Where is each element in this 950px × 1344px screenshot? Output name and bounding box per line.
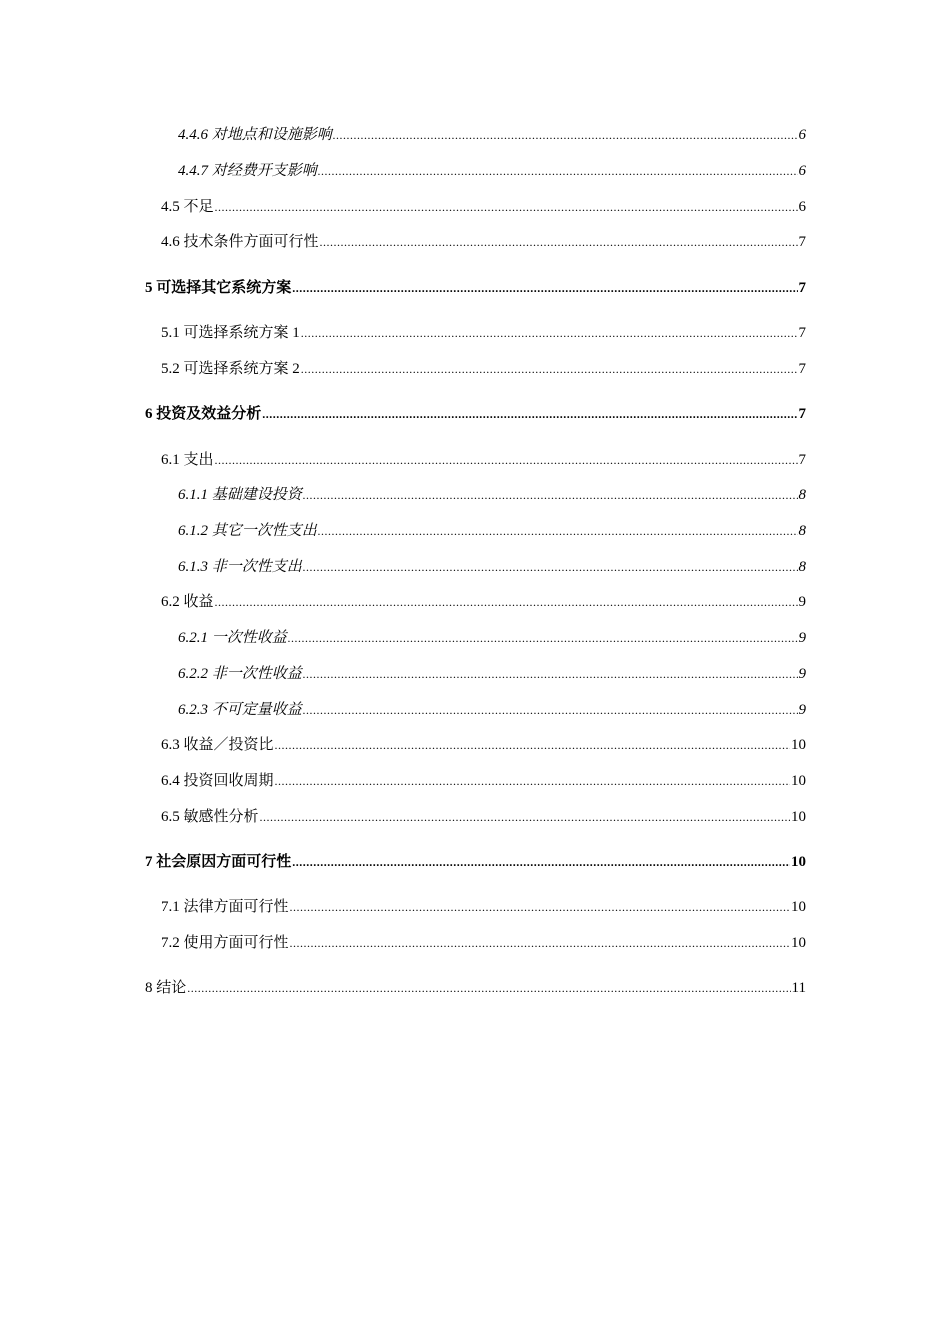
toc-dot-leader <box>290 932 790 954</box>
toc-dot-leader <box>303 484 798 506</box>
toc-entry-label: 4.6 技术条件方面可行性 <box>161 234 319 250</box>
toc-entry-4-4-7[interactable] <box>145 160 806 182</box>
toc-page-number: 10 <box>791 854 806 870</box>
toc-page-number: 8 <box>798 559 806 575</box>
toc-page-number: 7 <box>798 361 806 377</box>
toc-dot-leader <box>292 277 797 299</box>
toc-page-number: 10 <box>791 737 806 753</box>
toc-page-number: 8 <box>798 523 806 539</box>
toc-dot-leader <box>303 556 798 578</box>
toc-page-number: 6 <box>798 127 806 143</box>
toc-page-number: 10 <box>791 899 806 915</box>
toc-entry-label: 5.2 可选择系统方案 2 <box>161 361 300 377</box>
toc-entry-label: 7.2 使用方面可行性 <box>161 935 289 951</box>
toc-entry-6[interactable] <box>145 403 806 425</box>
toc-entry-6-1[interactable] <box>145 449 806 471</box>
toc-dot-leader <box>318 160 798 182</box>
toc-page-number: 7 <box>798 325 806 341</box>
toc-dot-leader <box>215 449 798 471</box>
toc-entry-label: 5.1 可选择系统方案 1 <box>161 325 300 341</box>
toc-entry-5[interactable] <box>145 277 806 299</box>
toc-entry-label: 5 可选择其它系统方案 <box>145 280 292 296</box>
toc-entry-6-1-2[interactable] <box>145 520 806 542</box>
toc-page-number: 6 <box>798 199 806 215</box>
toc-entry-label: 6.1 支出 <box>161 452 214 468</box>
toc-entry-6-2[interactable] <box>145 591 806 613</box>
toc-entry-6-5[interactable] <box>145 806 806 828</box>
toc-entry-label: 6.1.1 基础建设投资 <box>178 487 302 503</box>
toc-dot-leader <box>275 734 790 756</box>
toc-page-number: 9 <box>798 594 806 610</box>
toc-dot-leader <box>301 358 798 380</box>
toc-entry-4-6[interactable] <box>145 231 806 253</box>
toc-entry-7-1[interactable] <box>145 896 806 918</box>
toc-dot-leader <box>215 196 798 218</box>
toc-page-number: 11 <box>791 980 806 996</box>
toc-entry-5-2[interactable] <box>145 358 806 380</box>
toc-entry-label: 6 投资及效益分析 <box>145 406 262 422</box>
toc-page-number: 6 <box>798 163 806 179</box>
toc-dot-leader <box>187 977 790 999</box>
toc-entry-label: 6.1.2 其它一次性支出 <box>178 523 317 539</box>
toc-dot-leader <box>290 896 790 918</box>
toc-entry-label: 4.4.7 对经费开支影响 <box>178 163 317 179</box>
toc-page-number: 10 <box>791 773 806 789</box>
toc-dot-leader <box>303 699 798 721</box>
toc-entry-label: 6.2.1 一次性收益 <box>178 630 287 646</box>
toc-page-number: 7 <box>798 406 806 422</box>
toc-entry-6-2-1[interactable] <box>145 627 806 649</box>
toc-dot-leader <box>301 322 798 344</box>
toc-entry-label: 6.2.2 非一次性收益 <box>178 666 302 682</box>
toc-entry-label: 4.4.6 对地点和设施影响 <box>178 127 332 143</box>
toc-entry-6-3[interactable] <box>145 734 806 756</box>
toc-page-number: 8 <box>798 487 806 503</box>
toc-dot-leader <box>292 851 790 873</box>
toc-page-number: 9 <box>798 630 806 646</box>
toc-entry-4-5[interactable] <box>145 196 806 218</box>
toc-entry-8[interactable] <box>145 977 806 999</box>
toc-page-number: 7 <box>798 234 806 250</box>
toc-dot-leader <box>333 124 798 146</box>
toc-entry-5-1[interactable] <box>145 322 806 344</box>
toc-entry-6-4[interactable] <box>145 770 806 792</box>
toc-entry-label: 6.2 收益 <box>161 594 214 610</box>
toc-entry-6-1-1[interactable] <box>145 484 806 506</box>
toc-entry-4-4-6[interactable] <box>145 124 806 146</box>
toc-page-number: 10 <box>791 935 806 951</box>
toc-entry-7[interactable] <box>145 851 806 873</box>
toc-entry-label: 8 结论 <box>145 980 187 996</box>
toc-entry-label: 4.5 不足 <box>161 199 214 215</box>
toc-page-number: 10 <box>791 809 806 825</box>
toc-page-number: 9 <box>798 702 806 718</box>
toc-dot-leader <box>215 591 798 613</box>
toc-dot-leader <box>275 770 790 792</box>
toc-dot-leader <box>303 663 798 685</box>
toc-entry-label: 7 社会原因方面可行性 <box>145 854 292 870</box>
toc-page-number: 9 <box>798 666 806 682</box>
toc-entry-6-1-3[interactable] <box>145 556 806 578</box>
toc-entry-label: 6.5 敏感性分析 <box>161 809 259 825</box>
toc-page-number: 7 <box>798 280 806 296</box>
toc-dot-leader <box>260 806 790 828</box>
toc-entry-label: 6.4 投资回收周期 <box>161 773 274 789</box>
toc-entry-6-2-3[interactable] <box>145 699 806 721</box>
toc-entry-label: 6.1.3 非一次性支出 <box>178 559 302 575</box>
toc-entry-label: 7.1 法律方面可行性 <box>161 899 289 915</box>
toc-dot-leader <box>288 627 798 649</box>
toc-dot-leader <box>262 403 797 425</box>
toc-entry-label: 6.3 收益／投资比 <box>161 737 274 753</box>
toc-entry-7-2[interactable] <box>145 932 806 954</box>
toc-entry-label: 6.2.3 不可定量收益 <box>178 702 302 718</box>
toc-page-number: 7 <box>798 452 806 468</box>
toc-entry-6-2-2[interactable] <box>145 663 806 685</box>
toc-dot-leader <box>318 520 798 542</box>
toc-dot-leader <box>320 231 798 253</box>
